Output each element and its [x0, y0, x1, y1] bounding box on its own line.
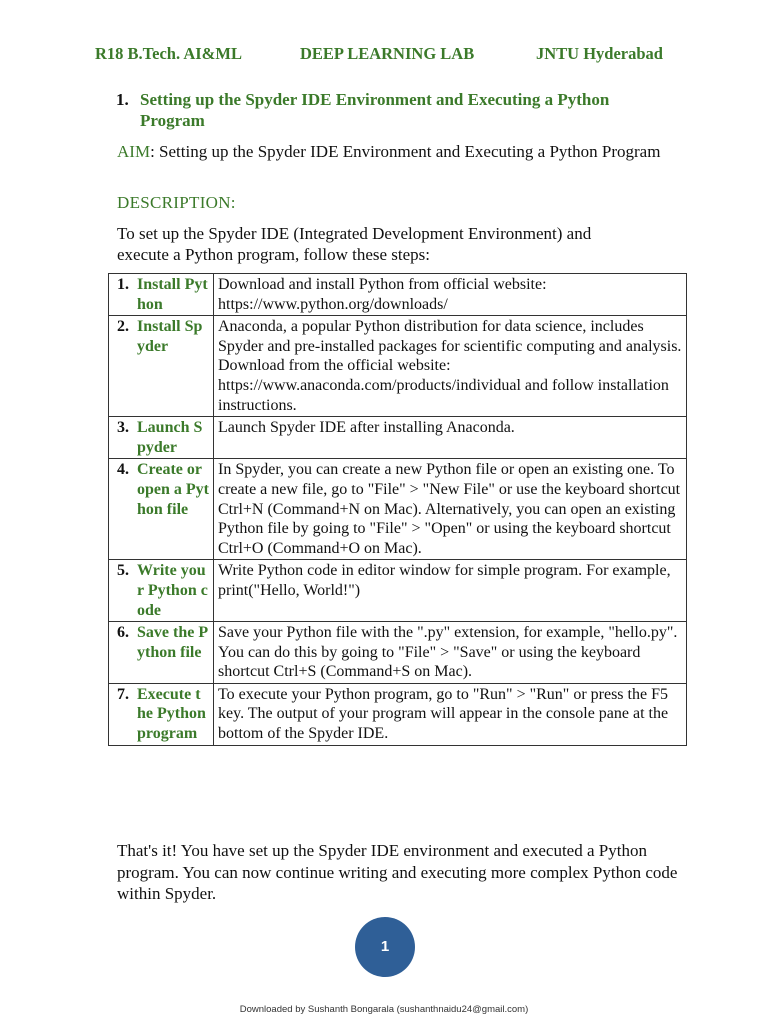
section-title: Setting up the Spyder IDE Environment and Executing a Python Program — [140, 90, 610, 130]
aim-label: AIM — [117, 142, 151, 161]
step-title-cell — [109, 274, 214, 316]
step-number: 3. — [117, 419, 129, 437]
section-number: 1. — [116, 90, 129, 109]
aim-text: : Setting up the Spyder IDE Environment and Executing a Python Program — [150, 142, 661, 161]
step-title-cell — [109, 560, 214, 622]
table-row — [109, 274, 687, 316]
step-title: Create or open a Python file — [137, 461, 209, 518]
step-description: Save your Python file with the ".py" extension, for example, "hello.py". You can do this by going to "File" > "Save" or using the keyboard shortcut Ctrl+S (Command+S on Mac). — [214, 622, 687, 684]
step-title: Install Python — [137, 276, 208, 313]
step-description-cell — [214, 560, 687, 622]
table-row — [109, 683, 687, 745]
step-number: 5. — [117, 562, 129, 580]
step-description: In Spyder, you can create a new Python file or open an existing one. To create a new file, go to "File" > "New File" or use the keyboard shortcut Ctrl+N (Command+N on Mac). Alternatively, you can open an existing Python file by going to "File" > "Open" or using the keyboard shortcut Ctrl+O (Command+O on Mac). — [214, 459, 687, 560]
table-row — [109, 459, 687, 560]
header-lab-title: DEEP LEARNING LAB — [300, 44, 475, 63]
code-example: print("Hello, World!") — [218, 581, 361, 599]
step-title-cell — [109, 459, 214, 560]
download-footer: Downloaded by Sushanth Bongarala (sushanthnaidu24@gmail.com) — [239, 1004, 529, 1015]
description-intro: To set up the Spyder IDE (Integrated Development Environment) and execute a Python program, follow these steps: — [117, 224, 592, 264]
step-description: To execute your Python program, go to "Run" > "Run" or press the F5 key. The output of your program will appear in the console pane at the bottom of the Spyder IDE. — [214, 683, 687, 745]
step-title: Install Spyder — [137, 318, 203, 355]
step-number: 2. — [117, 318, 129, 336]
table-row — [109, 560, 687, 622]
aim-paragraph — [117, 141, 677, 162]
header-university: JNTU Hyderabad — [536, 44, 663, 63]
step-description: Write Python code in editor window for simple program. For example, — [218, 562, 671, 580]
description-label: DESCRIPTION: — [117, 193, 236, 212]
step-title: Write your Python code — [137, 562, 208, 619]
closing-paragraph: That's it! You have set up the Spyder IDE environment and executed a Python program. You can now continue writing and executing more complex Python code within Spyder. — [117, 841, 678, 903]
step-number: 7. — [117, 685, 129, 703]
page-number-badge: 1 — [355, 917, 415, 977]
step-description: Launch Spyder IDE after installing Anaconda. — [214, 417, 687, 459]
table-row — [109, 622, 687, 684]
step-number: 6. — [117, 624, 129, 642]
step-description: Download and install Python from official website: https://www.python.org/downloads/ — [214, 274, 687, 316]
step-title-cell — [109, 622, 214, 684]
table-row — [109, 316, 687, 417]
step-description: Anaconda, a popular Python distribution for data science, includes Spyder and pre-installed packages for scientific computing and analysis. Download from the official website: https://www.anaconda.com/products/individual and follow installation instructions. — [214, 316, 687, 417]
table-row — [109, 417, 687, 459]
step-title-cell — [109, 316, 214, 417]
step-title: Execute the Python program — [137, 685, 206, 743]
step-title-cell — [109, 683, 214, 745]
steps-table — [108, 273, 687, 746]
step-title: Save the Python file — [137, 624, 209, 661]
header-course: R18 B.Tech. AI&ML — [95, 44, 242, 63]
page-header — [0, 44, 768, 66]
step-number: 1. — [117, 276, 129, 293]
section-heading — [116, 89, 676, 131]
step-number: 4. — [117, 461, 129, 479]
step-title: Launch Spyder — [137, 419, 203, 456]
step-title-cell — [109, 417, 214, 459]
